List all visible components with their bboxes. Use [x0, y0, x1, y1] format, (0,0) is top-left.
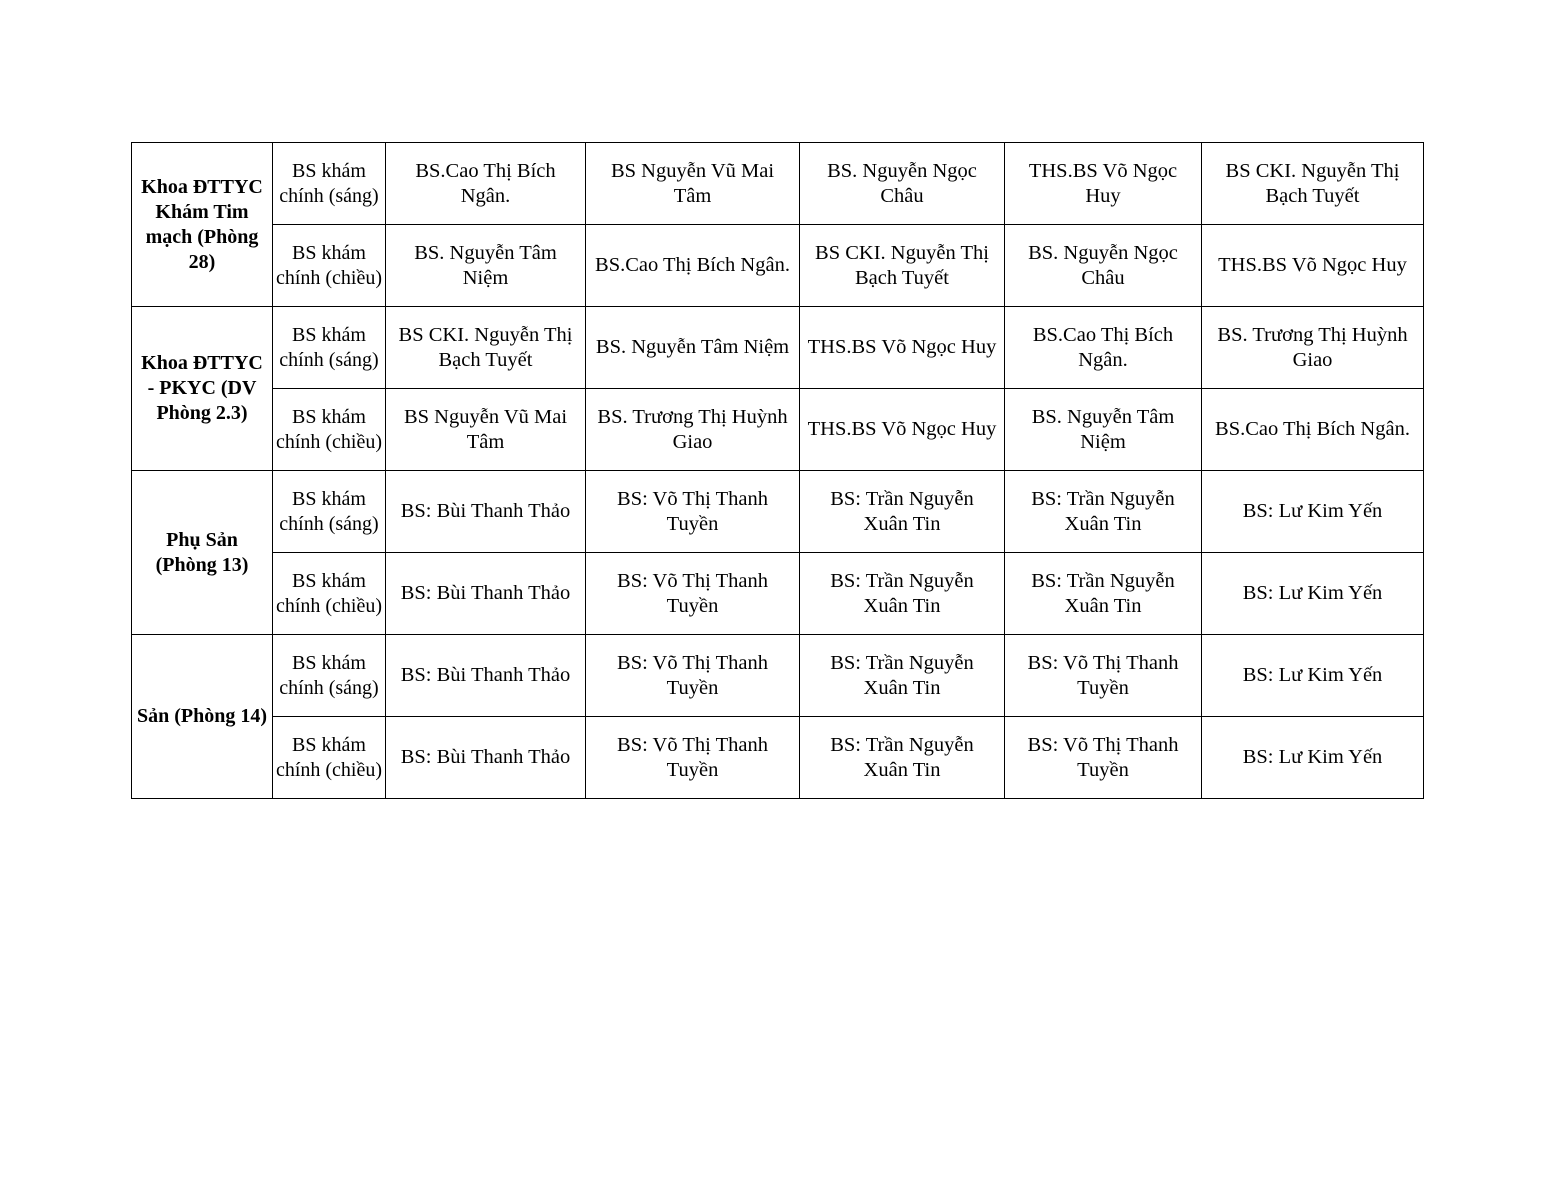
doctor-cell: BS CKI. Nguyễn Thị Bạch Tuyết: [800, 225, 1005, 307]
doctor-cell: BS. Nguyễn Tâm Niệm: [1005, 389, 1202, 471]
table-row: [132, 553, 1424, 635]
doctor-cell: BS: Võ Thị Thanh Tuyền: [1005, 635, 1202, 717]
doctor-cell: THS.BS Võ Ngọc Huy: [1005, 143, 1202, 225]
doctor-cell: BS.Cao Thị Bích Ngân.: [386, 143, 586, 225]
doctor-cell: BS: Lư Kim Yến: [1202, 553, 1424, 635]
department-cell: Khoa ĐTTYC Khám Tim mạch (Phòng 28): [132, 143, 273, 307]
doctor-cell: BS: Lư Kim Yến: [1202, 471, 1424, 553]
doctor-cell: BS: Trần Nguyễn Xuân Tin: [800, 471, 1005, 553]
table-row: [132, 389, 1424, 471]
doctor-cell: BS: Bùi Thanh Thảo: [386, 553, 586, 635]
session-cell: BS khám chính (chiều): [273, 389, 386, 471]
doctor-cell: BS: Lư Kim Yến: [1202, 635, 1424, 717]
doctor-cell: BS.Cao Thị Bích Ngân.: [1202, 389, 1424, 471]
doctor-cell: BS: Trần Nguyễn Xuân Tin: [1005, 553, 1202, 635]
table-row: [132, 225, 1424, 307]
doctor-cell: BS: Võ Thị Thanh Tuyền: [586, 553, 800, 635]
session-cell: BS khám chính (chiều): [273, 717, 386, 799]
doctor-schedule-table: [131, 142, 1424, 799]
department-cell: Sản (Phòng 14): [132, 635, 273, 799]
doctor-cell: BS Nguyễn Vũ Mai Tâm: [386, 389, 586, 471]
session-cell: BS khám chính (chiều): [273, 553, 386, 635]
doctor-cell: THS.BS Võ Ngọc Huy: [800, 307, 1005, 389]
doctor-cell: BS: Trần Nguyễn Xuân Tin: [800, 635, 1005, 717]
doctor-cell: BS: Võ Thị Thanh Tuyền: [586, 635, 800, 717]
doctor-cell: BS: Võ Thị Thanh Tuyền: [586, 717, 800, 799]
table-row: [132, 143, 1424, 225]
doctor-cell: BS.Cao Thị Bích Ngân.: [586, 225, 800, 307]
table-row: [132, 635, 1424, 717]
doctor-cell: BS: Võ Thị Thanh Tuyền: [586, 471, 800, 553]
table-row: [132, 471, 1424, 553]
doctor-cell: THS.BS Võ Ngọc Huy: [1202, 225, 1424, 307]
doctor-cell: BS CKI. Nguyễn Thị Bạch Tuyết: [386, 307, 586, 389]
doctor-cell: BS: Trần Nguyễn Xuân Tin: [800, 717, 1005, 799]
doctor-cell: BS. Trương Thị Huỳnh Giao: [1202, 307, 1424, 389]
session-cell: BS khám chính (sáng): [273, 143, 386, 225]
doctor-cell: BS: Bùi Thanh Thảo: [386, 635, 586, 717]
department-cell: Khoa ĐTTYC - PKYC (DV Phòng 2.3): [132, 307, 273, 471]
doctor-cell: BS CKI. Nguyễn Thị Bạch Tuyết: [1202, 143, 1424, 225]
doctor-cell: BS: Trần Nguyễn Xuân Tin: [1005, 471, 1202, 553]
doctor-cell: BS. Nguyễn Ngọc Châu: [1005, 225, 1202, 307]
doctor-cell: BS. Nguyễn Tâm Niệm: [386, 225, 586, 307]
department-cell: Phụ Sản (Phòng 13): [132, 471, 273, 635]
session-cell: BS khám chính (sáng): [273, 635, 386, 717]
doctor-cell: BS. Nguyễn Ngọc Châu: [800, 143, 1005, 225]
table-row: [132, 307, 1424, 389]
doctor-cell: BS. Nguyễn Tâm Niệm: [586, 307, 800, 389]
session-cell: BS khám chính (sáng): [273, 471, 386, 553]
doctor-cell: BS: Võ Thị Thanh Tuyền: [1005, 717, 1202, 799]
session-cell: BS khám chính (chiều): [273, 225, 386, 307]
doctor-cell: BS: Bùi Thanh Thảo: [386, 471, 586, 553]
table-row: [132, 717, 1424, 799]
doctor-cell: THS.BS Võ Ngọc Huy: [800, 389, 1005, 471]
doctor-cell: BS Nguyễn Vũ Mai Tâm: [586, 143, 800, 225]
doctor-cell: BS: Trần Nguyễn Xuân Tin: [800, 553, 1005, 635]
doctor-cell: BS: Bùi Thanh Thảo: [386, 717, 586, 799]
doctor-cell: BS: Lư Kim Yến: [1202, 717, 1424, 799]
doctor-cell: BS.Cao Thị Bích Ngân.: [1005, 307, 1202, 389]
session-cell: BS khám chính (sáng): [273, 307, 386, 389]
doctor-cell: BS. Trương Thị Huỳnh Giao: [586, 389, 800, 471]
